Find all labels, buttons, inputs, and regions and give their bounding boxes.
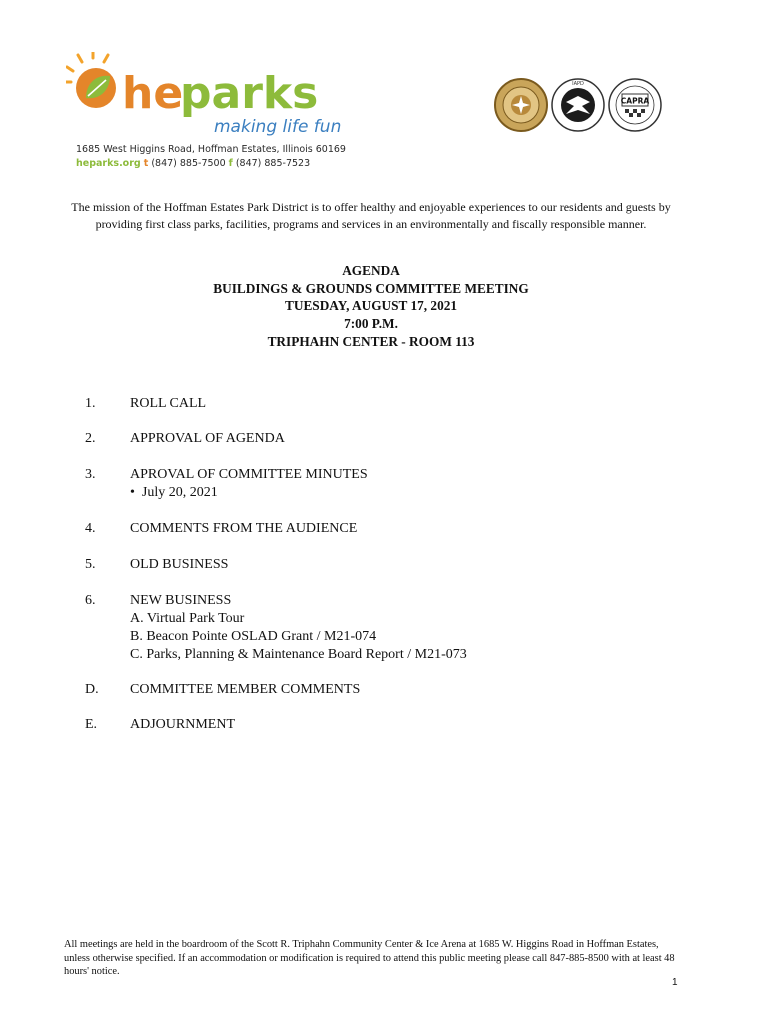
agenda-item-number: 2. [85,431,96,446]
logo-tagline: making life fun [214,117,342,137]
mission-statement: The mission of the Hoffman Estates Park District is to offer healthy and enjoyable experiences to our residents and guests by providing first class parks, facilities, programs and services in an environmentally and fiscally responsible manner. [71,200,671,231]
agenda-title: AGENDA [342,263,400,278]
phone-number: (847) 885-7500 [151,158,226,169]
fax-number: (847) 885-7523 [235,158,311,169]
new-business-sub-item: C. Parks, Planning & Maintenance Board Report / M21-073 [130,647,467,662]
gold-medal-seal-icon [495,79,547,131]
capra-seal-label: CAPRA [620,96,650,106]
agenda-item-text: APPROVAL OF AGENDA [130,431,285,446]
sun-leaf-icon [66,52,116,108]
illinois-distinguished-agency-seal-icon [552,79,604,131]
contact-block [76,143,346,171]
agenda-item-text: ADJOURNMENT [130,717,235,732]
capra-accreditation-seal-icon [609,79,661,131]
agenda-item-text: COMMITTEE MEMBER COMMENTS [130,682,361,697]
footer-note: All meetings are held in the boardroom of the Scott R. Triphahn Community Center & Ice Arena at 1685 W. Higgins Road in Hoffman Estates, unless otherwise specified. If an accommodation or modification is required to attend this public meeting please call 847-885-8500 with at least 48 hours' notice. [64,939,675,977]
agenda-item-number: 4. [85,521,96,536]
logo-brand-he: he [122,68,184,119]
agenda-item-text: ROLL CALL [130,396,207,411]
logo-brand-parks: parks [180,68,319,119]
agenda-item-number: E. [85,717,98,732]
accreditation-seals [494,72,662,134]
agenda-item-text: OLD BUSINESS [130,557,229,572]
new-business-sub-item: A. Virtual Park Tour [130,611,245,626]
contact-line [76,157,346,171]
website-link[interactable]: heparks.org [76,158,141,169]
agenda-item-number: 6. [85,593,96,608]
minutes-bullet [130,484,218,502]
iapd-seal-label: IAPD [572,81,584,87]
agenda-item-text: COMMENTS FROM THE AUDIENCE [130,521,358,536]
fax-prefix: f [228,158,233,169]
agenda-item-number: 3. [85,467,96,482]
meeting-location: TRIPHAHN CENTER - ROOM 113 [267,333,475,349]
agenda-item-number: D. [85,682,99,697]
address-line: 1685 West Higgins Road, Hoffman Estates, Illinois 60169 [76,144,346,155]
bullet-dot-icon: • [130,485,142,500]
minutes-date: July 20, 2021 [141,485,218,500]
heparks-logo [66,52,346,142]
agenda-item-number: 1. [85,396,96,411]
meeting-name: BUILDINGS & GROUNDS COMMITTEE MEETING [213,280,529,296]
agenda-item-number: 5. [85,557,96,572]
agenda-item-text: APROVAL OF COMMITTEE MINUTES [130,467,368,482]
meeting-time: 7:00 P.M. [344,316,398,332]
page-number: 1 [672,977,678,988]
phone-prefix: t [143,158,149,169]
meeting-date: TUESDAY, AUGUST 17, 2021 [284,298,458,314]
new-business-sub-item: B. Beacon Pointe OSLAD Grant / M21-074 [130,629,377,644]
agenda-item-text: NEW BUSINESS [130,593,232,608]
agenda-heading [120,262,622,351]
